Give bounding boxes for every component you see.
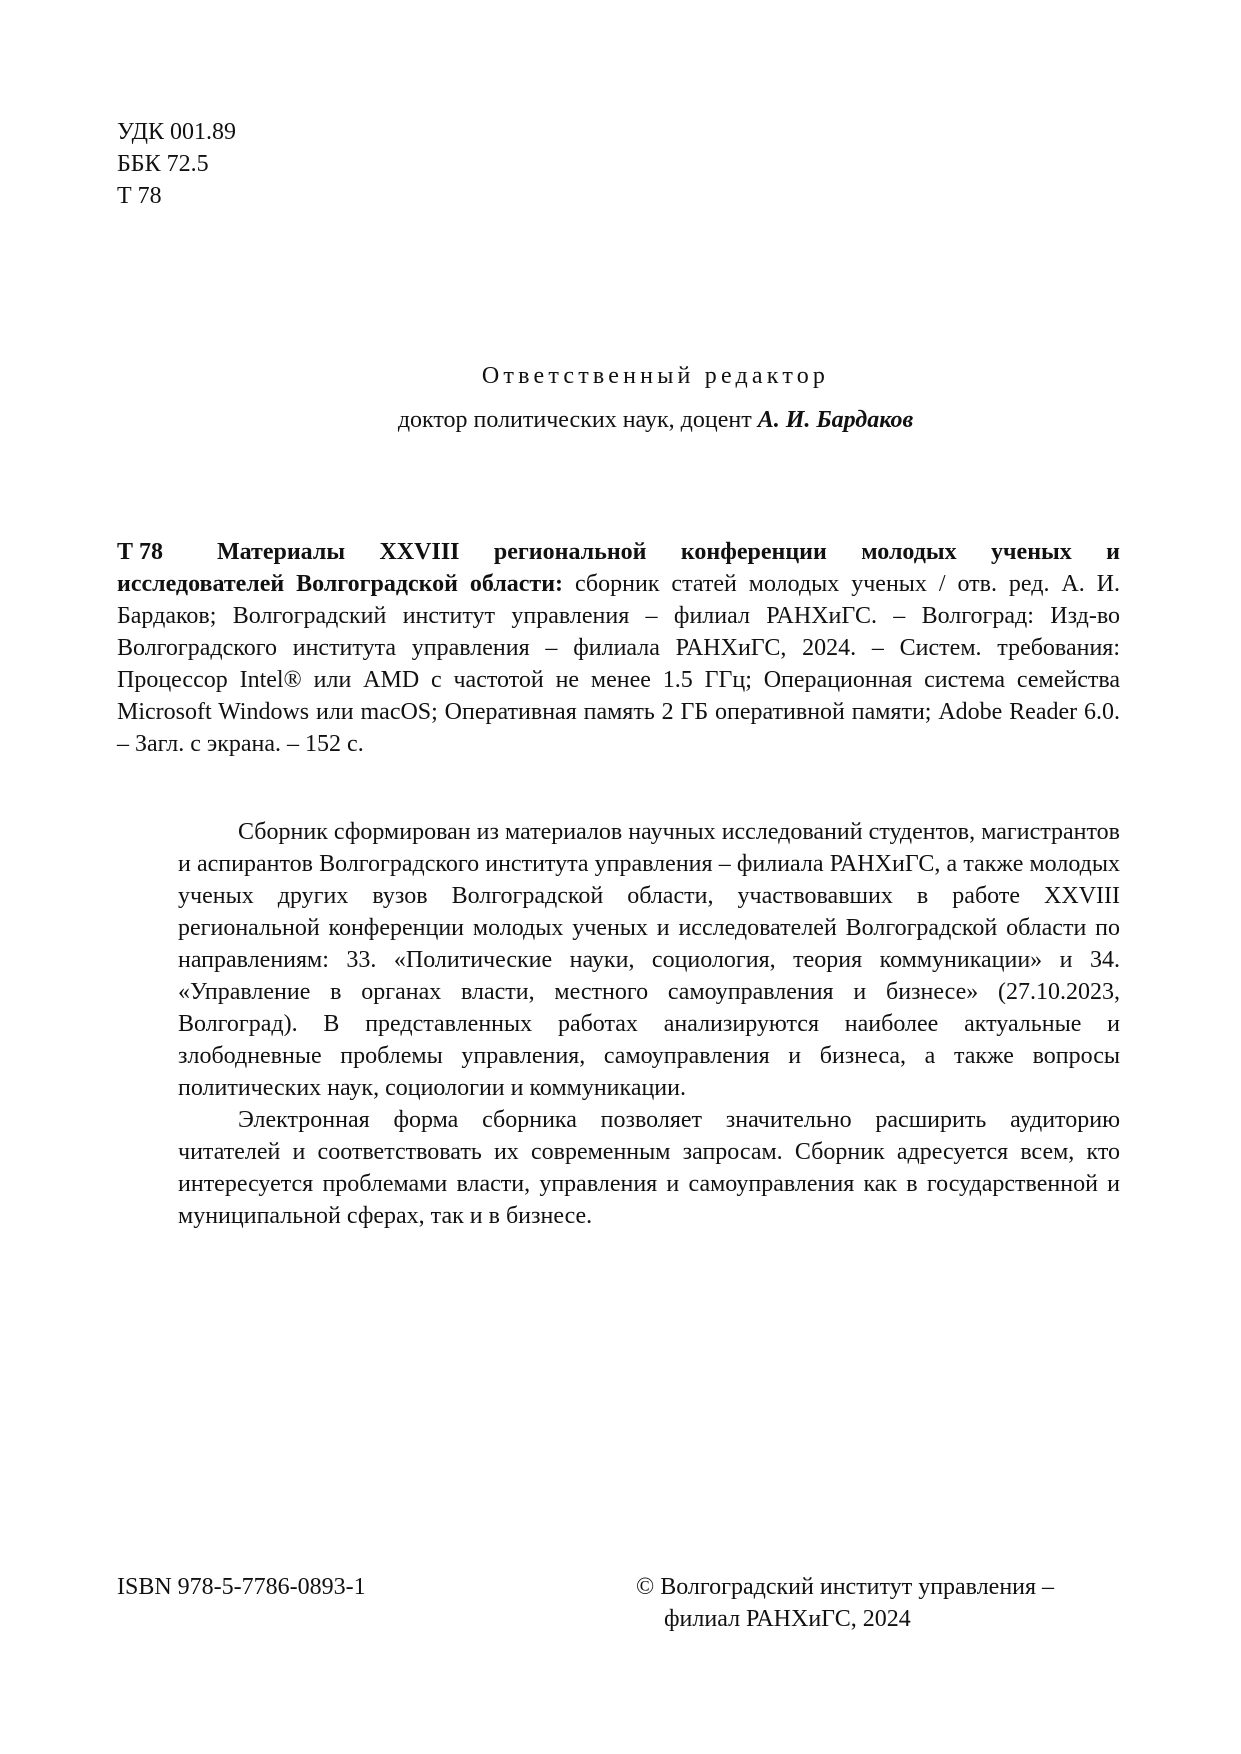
copyright-notice xyxy=(636,1571,1054,1635)
isbn: ISBN 978-5-7786-0893-1 xyxy=(117,1574,366,1600)
record-text xyxy=(117,536,1120,760)
abstract-paragraph-1: Сборник сформирован из материалов научных исследований студентов, магистрантов и аспирантов Волгоградского института управления – филиала РАНХиГС, а также молодых ученых других вузов Волгоградской области, участвовавших в работе XXVIII региональной конференции молодых ученых и исследователей Волгоградской области по направлениям: 33. «Политические науки, социология, теория коммуникации» и 34. «Управление в органах власти, местного самоуправления и бизнесе» (27.10.2023, Волгоград). В представленных работах анализируются наиболее актуальные и злободневные проблемы управления, самоуправления и бизнеса, а также вопросы политических наук, социологии и коммуникации. xyxy=(178,819,1120,1101)
bibliographic-record xyxy=(117,536,1120,760)
responsible-editor xyxy=(0,356,1241,440)
author-mark: Т 78 xyxy=(117,183,162,209)
editor-role: Ответственный редактор xyxy=(481,363,830,389)
editor-name: А. И. Бардаков xyxy=(757,407,914,433)
record-description: сборник статей молодых ученых / отв. ред. А. И. Бардаков; Волгоградский институт управления – филиал РАНХиГС. – Волгоград: Изд-во Волгоградского института управления – филиала РАНХиГС, 2024. – Систем. требования: Процессор Intel® или AMD с частотой не менее 1.5 ГГц; Операционная система семейства Microsoft Windows или macOS; Оперативная память 2 ГБ оперативной памяти; Adobe Reader 6.0. – Загл. с экрана. – 152 с. xyxy=(117,571,1120,757)
copyright-line-1: © Волгоградский институт управления – xyxy=(636,1574,1055,1600)
editor-degree: доктор политических наук, доцент xyxy=(397,407,752,433)
editor-line xyxy=(70,400,1241,440)
record-title: Материалы XXVIII региональной конференции молодых ученых и исследователей Волгоградской области: xyxy=(117,539,1120,597)
record-code: Т 78 xyxy=(117,539,164,565)
copyright-line-2: филиал РАНХиГС, 2024 xyxy=(664,1606,911,1632)
bbk-code: ББК 72.5 xyxy=(117,151,209,177)
abstract-paragraph-2: Электронная форма сборника позволяет значительно расширить аудиторию читателей и соответствовать их современным запросам. Сборник адресуется всем, кто интересуется проблемами власти, управления и самоуправления как в государственной и муниципальной сферах, так и в бизнесе. xyxy=(178,1107,1120,1229)
udk-code: УДК 001.89 xyxy=(117,119,236,145)
classification-codes xyxy=(117,116,236,212)
abstract xyxy=(178,816,1120,1232)
